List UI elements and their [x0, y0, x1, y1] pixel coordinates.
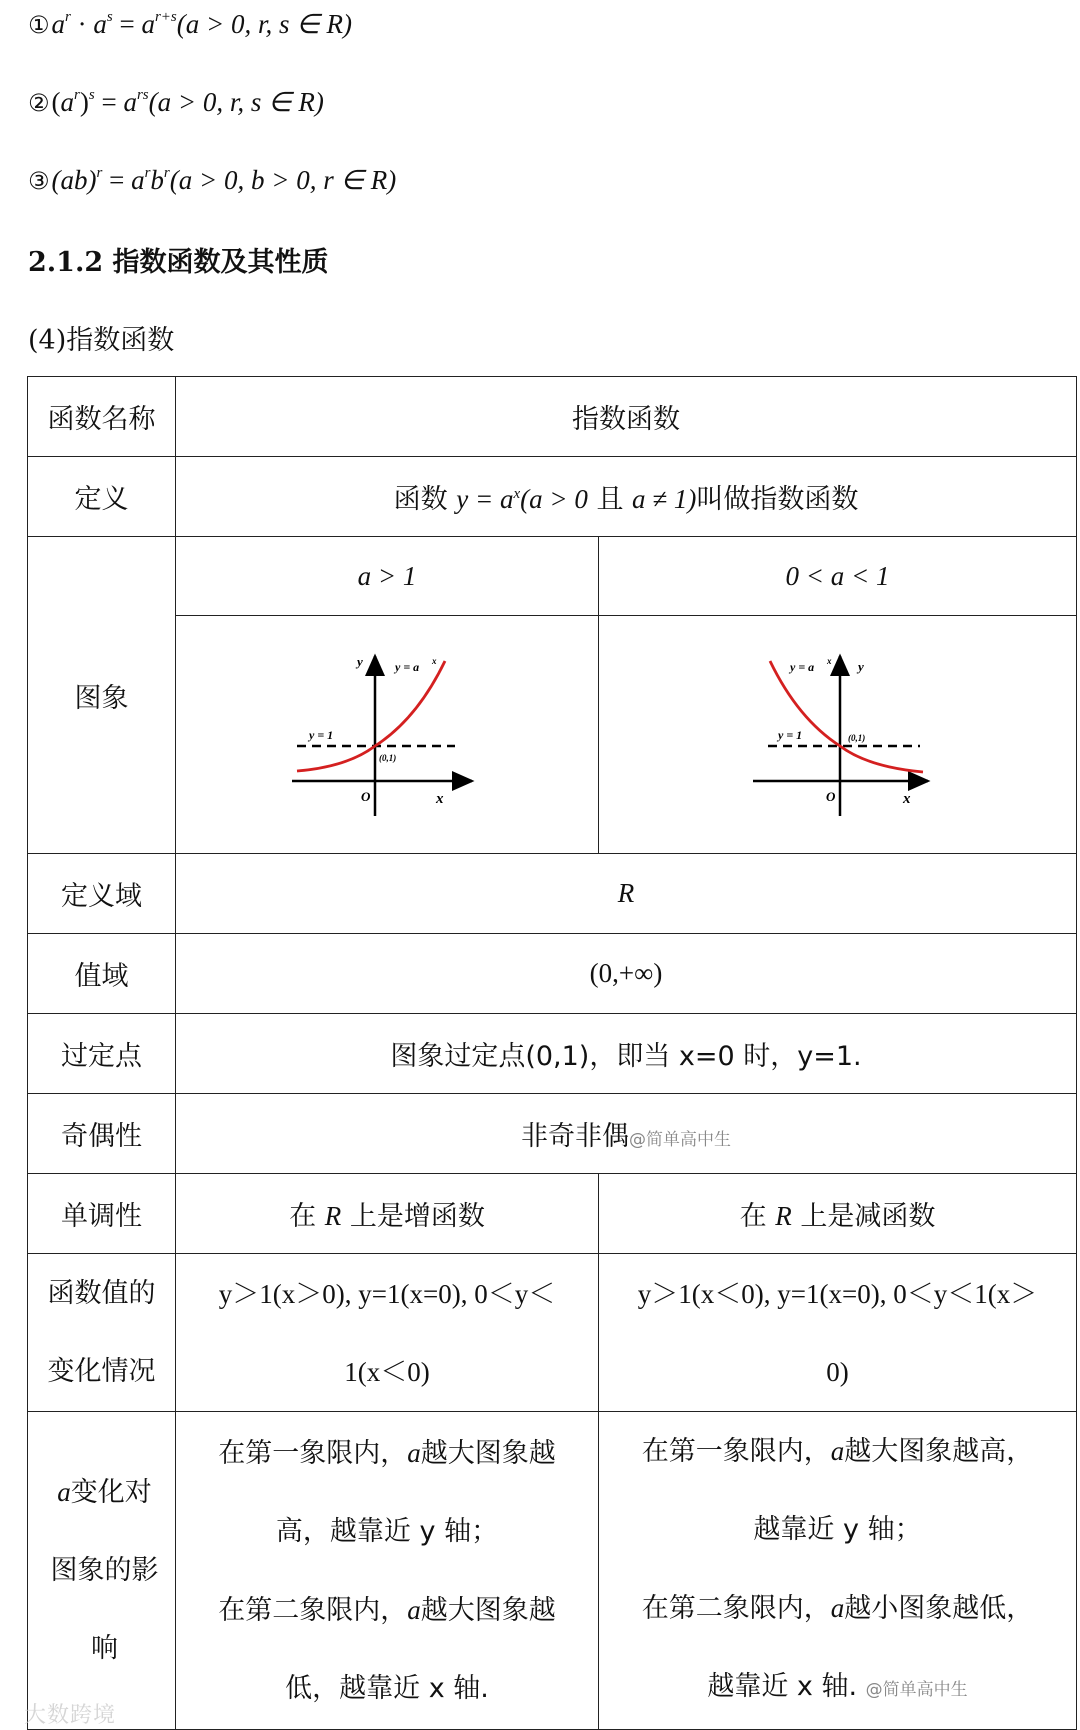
text: 在第一象限内， — [218, 1437, 408, 1469]
text: 叫做指数函数 — [696, 484, 859, 515]
formula: a — [407, 1594, 421, 1625]
text: 在第一象限内， — [641, 1436, 831, 1467]
graph-decreasing — [738, 641, 938, 821]
row-value — [176, 1094, 1077, 1174]
table-row-parameter-effect — [28, 1412, 1077, 1730]
formula: R — [324, 1201, 342, 1231]
formula-term: (ab) — [51, 165, 97, 195]
label-line: 变化情况 — [47, 1355, 156, 1387]
graph-cell-increasing — [176, 616, 599, 854]
text: 越大图象越 — [420, 1594, 556, 1626]
row-label — [28, 1412, 176, 1730]
row-value — [599, 1254, 1077, 1412]
corner-watermark: 大数跨境 — [24, 1703, 117, 1728]
formula: a — [830, 1436, 845, 1466]
text: 越大图象越 — [420, 1437, 556, 1469]
exponential-function-table — [27, 376, 1077, 1730]
row-label: 定义 — [28, 457, 176, 537]
formula-exponent: x — [513, 486, 521, 502]
parity-text: 非奇非偶 — [521, 1121, 629, 1152]
row-value — [176, 1412, 599, 1730]
table-row-domain — [28, 854, 1077, 934]
text: 且 — [596, 484, 624, 515]
formula: y = a — [456, 484, 514, 514]
value-line: y＞1(x＞0), y=1(x=0), 0＜y＜ — [218, 1278, 556, 1309]
section-heading: 2.1.2 指数函数及其性质 — [28, 247, 329, 278]
formula-term: a — [51, 9, 66, 39]
formula-paren: ( — [51, 87, 61, 117]
formula-exponent: s — [106, 9, 113, 25]
formula-term: a — [123, 87, 137, 117]
text: 在 — [289, 1201, 317, 1232]
row-value: 图象过定点(0,1)，即当 x=0 时，y=1. — [176, 1014, 1077, 1094]
value-line: 高，越靠近 y 轴； — [275, 1515, 499, 1547]
graph-increasing — [287, 641, 487, 821]
value-line — [182, 1414, 592, 1493]
row-value: R — [176, 854, 1077, 934]
formula-exponent: s — [88, 87, 95, 103]
formula: a ≠ 1) — [632, 484, 697, 514]
formula-exponent: r — [96, 165, 103, 181]
table-row-value-change — [28, 1254, 1077, 1412]
formula-exponent: r — [163, 165, 170, 181]
origin-label: O — [825, 789, 835, 804]
x-axis-label: x — [902, 791, 910, 807]
formula-condition: (a > 0, b > 0, r ∈ R) — [169, 165, 397, 195]
formula-condition: (a > 0, r, s ∈ R) — [176, 9, 352, 39]
formula: a — [57, 1477, 71, 1507]
label-line: 函数值的 — [47, 1277, 156, 1309]
row-label: 过定点 — [28, 1014, 176, 1094]
formula-exponent: rs — [136, 87, 149, 103]
row-label — [28, 1254, 176, 1412]
row-label: 值域 — [28, 934, 176, 1014]
value-line — [605, 1648, 1070, 1729]
value-line: 1(x＜0) — [344, 1356, 430, 1387]
table-row-graph-cases — [28, 537, 1077, 616]
text: 越靠近 x 轴. — [707, 1671, 858, 1702]
formula-operator: = — [119, 9, 135, 39]
formula-term: b — [150, 165, 164, 195]
watermark: @简单高中生 — [629, 1130, 731, 1150]
formula-2 — [28, 84, 324, 121]
exponential-curve — [297, 661, 445, 771]
table-row-definition — [28, 457, 1077, 537]
label-line: 图象的影 — [50, 1555, 159, 1586]
formula: R — [775, 1201, 792, 1231]
formula-term: a — [60, 87, 75, 117]
formula-exponent: r — [74, 87, 80, 103]
text: 越大图象越高， — [844, 1436, 1034, 1467]
row-label: 图象 — [28, 537, 176, 854]
table-row-parity — [28, 1094, 1077, 1174]
formula-condition: (a > 0, r, s ∈ R) — [148, 87, 324, 117]
value-line — [182, 1571, 592, 1650]
label-line — [40, 1453, 169, 1532]
formula-term: a — [93, 9, 107, 39]
exponential-curve — [770, 661, 923, 772]
text: 越小图象越低， — [844, 1593, 1034, 1624]
row-value: 指数函数 — [176, 377, 1077, 457]
origin-label: O — [361, 789, 371, 804]
formula-exponent: r — [65, 9, 71, 25]
point-label: (0,1) — [379, 753, 397, 763]
formula-exponent: r+s — [154, 9, 177, 25]
value-line — [605, 1569, 1070, 1648]
label-line: 响 — [91, 1633, 118, 1664]
row-value — [599, 1412, 1077, 1730]
x-axis-label: x — [436, 791, 444, 807]
watermark: @简单高中生 — [865, 1680, 968, 1700]
y-axis-label: y — [357, 654, 363, 669]
table-row-range — [28, 934, 1077, 1014]
formula-term: a — [131, 165, 145, 195]
curve-label-exponent: x — [432, 656, 437, 666]
value-line: 0) — [826, 1356, 849, 1387]
formula-number: ③ — [28, 167, 50, 195]
line-label: y = 1 — [309, 728, 334, 742]
curve-label: y = a — [395, 660, 420, 674]
row-value — [599, 1174, 1077, 1254]
row-label: 奇偶性 — [28, 1094, 176, 1174]
text: 在第二象限内， — [218, 1594, 408, 1626]
formula: a — [407, 1437, 421, 1468]
row-value — [176, 457, 1077, 537]
formula-exponent: r — [144, 165, 151, 181]
row-value — [176, 1174, 599, 1254]
formula-operator: = — [101, 87, 117, 117]
table-row-monotonicity — [28, 1174, 1077, 1254]
text: 上是增函数 — [349, 1201, 485, 1232]
formula: a — [830, 1593, 845, 1623]
value-line: 低，越靠近 x 轴. — [285, 1672, 489, 1704]
curve-label: y = a — [789, 660, 814, 674]
y-axis-label: y — [857, 659, 864, 674]
formula: (a > 0 — [520, 484, 588, 514]
row-value: (0,+∞) — [176, 934, 1077, 1014]
text: 在 — [739, 1201, 767, 1232]
value-line: 越靠近 y 轴； — [753, 1514, 922, 1545]
text: 上是减函数 — [800, 1201, 936, 1232]
row-label: 函数名称 — [28, 377, 176, 457]
formula-number: ② — [28, 89, 50, 117]
formula-operator: · — [77, 9, 87, 39]
value-line: y＞1(x＜0), y=1(x=0), 0＜y＜1(x＞ — [637, 1278, 1038, 1309]
text: 变化对 — [70, 1477, 152, 1508]
text: 函数 — [393, 484, 448, 515]
formula-paren: ) — [79, 87, 89, 117]
table-row-name — [28, 377, 1077, 457]
text: 在第二象限内， — [641, 1593, 831, 1624]
row-value — [176, 1254, 599, 1412]
table-row-fixed-point — [28, 1014, 1077, 1094]
formula-operator: = — [109, 165, 125, 195]
row-label: 单调性 — [28, 1174, 176, 1254]
line-label: y = 1 — [777, 728, 802, 742]
curve-label-exponent: x — [826, 656, 831, 666]
subsection-heading: (4)指数函数 — [28, 325, 175, 356]
formula-term: a — [141, 9, 155, 39]
case-a-between-0-1: 0 < a < 1 — [599, 537, 1077, 616]
formula-1 — [28, 6, 352, 43]
table-row-graphs — [28, 616, 1077, 854]
graph-cell-decreasing — [599, 616, 1077, 854]
formula-3 — [28, 162, 396, 199]
point-label: (0,1) — [847, 733, 865, 743]
case-a-greater-1: a > 1 — [176, 537, 599, 616]
value-line — [605, 1412, 1070, 1491]
formula-number: ① — [28, 11, 50, 39]
row-label: 定义域 — [28, 854, 176, 934]
